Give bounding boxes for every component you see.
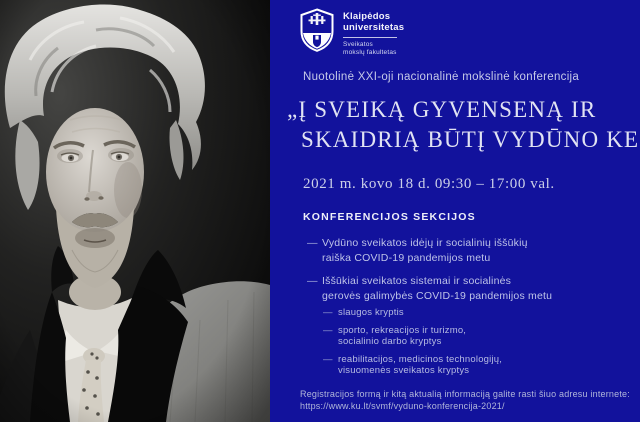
sections-header: KONFERENCIJOS SEKCIJOS (303, 211, 476, 223)
subsection-item-text (338, 325, 466, 348)
logo-university-name-line1: Klaipėdos (343, 11, 391, 22)
subsection-item (323, 354, 502, 377)
subsection-item-line: visuomenės sveikatos kryptys (338, 365, 470, 376)
section-item-line: Vydūno sveikatos idėjų ir socialinių iššūkių (322, 237, 528, 249)
section-item-line: Iššūkiai sveikatos sistemai ir socialinės (322, 275, 512, 287)
photo-vignette (0, 0, 270, 422)
right-panel (270, 0, 640, 422)
logo-faculty-name-line1: Sveikatos (343, 41, 373, 48)
subsection-item-line: slaugos kryptis (338, 307, 404, 318)
subsection-item-line: sporto, rekreacijos ir turizmo, (338, 324, 467, 336)
bullet-dash: — (307, 275, 318, 287)
bullet-dash: — (323, 324, 333, 336)
section-item (307, 274, 552, 304)
conference-title-line1: „Į SVEIKĄ GYVENSENĄ IR (287, 97, 597, 122)
subsection-item-text (338, 354, 502, 377)
bullet-dash: — (307, 237, 318, 249)
conference-datetime: 2021 m. kovo 18 d. 09:30 – 17:00 val. (303, 176, 555, 192)
bullet-dash: — (323, 353, 333, 365)
subsection-item-line: socialinio darbo kryptys (338, 336, 442, 347)
bullet-dash: — (323, 307, 333, 318)
section-item (307, 236, 552, 266)
subsection-item (323, 307, 502, 319)
university-shield-icon (300, 8, 334, 52)
subsection-item-text (338, 307, 404, 319)
logo-faculty-name-line2: mokslų fakultetas (343, 49, 397, 56)
registration-info-text: Registracijos formą ir kitą aktualią informaciją galite rasti šiuo adresu internete: (300, 389, 630, 399)
section-item-line: gerovės galimybės COVID-19 pandemijos metu (322, 290, 553, 302)
conference-kicker: Nuotolinė XXI-oji nacionalinė mokslinė konferencija (303, 71, 580, 83)
section-item-text (322, 236, 528, 266)
university-logo (300, 8, 404, 57)
section-item-text (322, 274, 552, 304)
logo-university-name-line2: universitetas (343, 22, 405, 33)
portrait-photo (0, 0, 270, 422)
logo-text-block (343, 8, 404, 57)
registration-info (300, 388, 630, 412)
section-list (307, 236, 552, 312)
subsection-list (323, 307, 502, 383)
section-item-line: raiška COVID-19 pandemijos metu (322, 252, 491, 264)
logo-divider (343, 37, 397, 38)
conference-title-line2: SKAIDRIĄ BŪTĮ VYDŪNO KE (301, 127, 640, 152)
registration-url[interactable]: https://www.ku.lt/svmf/vyduno-konferencija-2021/ (300, 401, 505, 411)
subsection-item (323, 325, 502, 348)
subsection-item-line: reabilitacijos, medicinos technologijų, (338, 353, 503, 365)
